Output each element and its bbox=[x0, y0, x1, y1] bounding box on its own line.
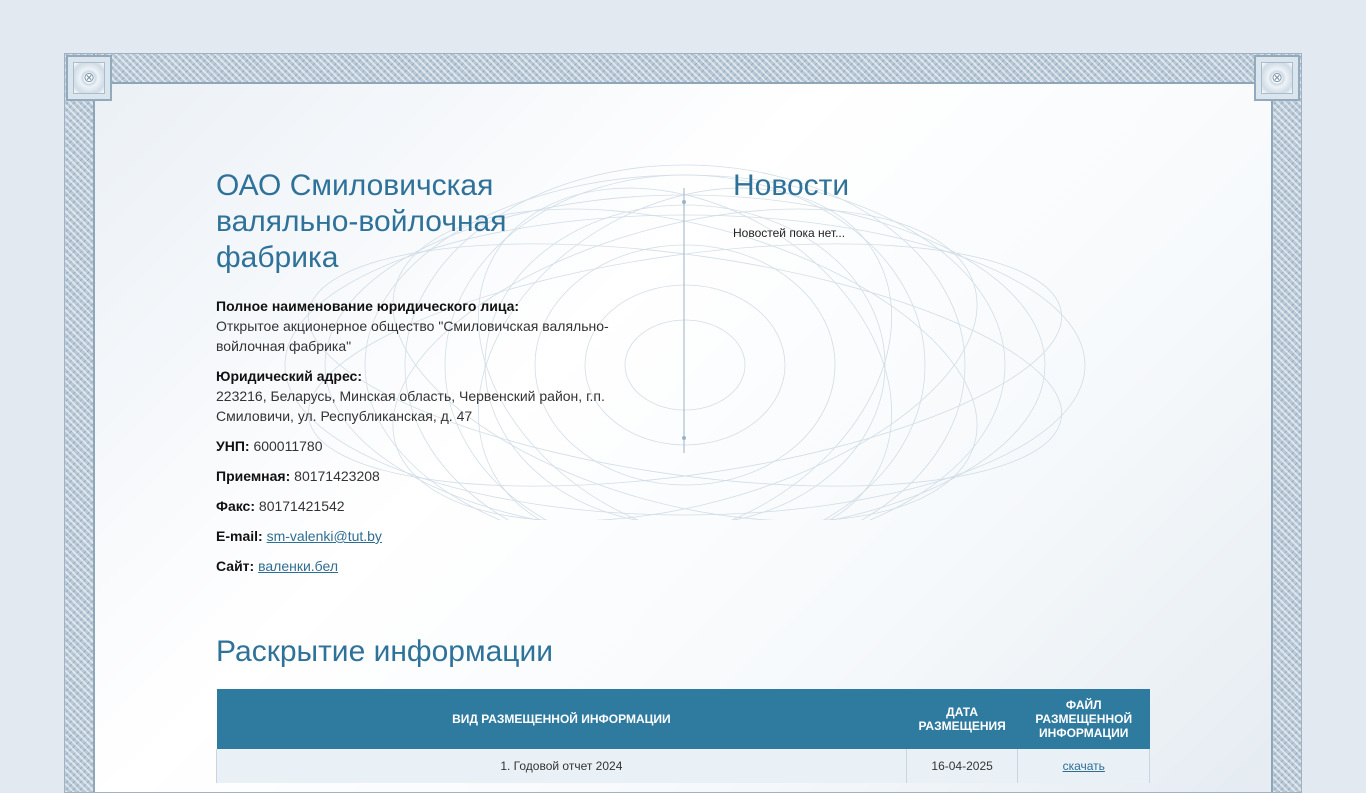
column-header-type: ВИД РАЗМЕЩЕННОЙ ИНФОРМАЦИИ bbox=[217, 689, 907, 749]
address-block bbox=[216, 366, 636, 426]
table-row bbox=[217, 749, 1150, 783]
row-type: 1. Годовой отчет 2024 bbox=[217, 749, 907, 783]
unp-value: 600011780 bbox=[253, 438, 323, 454]
download-link[interactable]: скачать bbox=[1062, 759, 1105, 773]
disclosure-table bbox=[216, 689, 1150, 783]
email-block bbox=[216, 526, 636, 546]
site-label: Сайт: bbox=[216, 558, 255, 574]
table-header-row bbox=[217, 689, 1150, 749]
email-link[interactable]: sm-valenki@tut.by bbox=[266, 528, 382, 544]
site-link[interactable]: валенки.бел bbox=[258, 558, 339, 574]
fax-label: Факс: bbox=[216, 498, 256, 514]
address-label: Юридический адрес: bbox=[216, 368, 362, 384]
fax-number: 80171421542 bbox=[258, 498, 345, 514]
row-date: 16-04-2025 bbox=[906, 749, 1018, 783]
news-title: Новости bbox=[733, 169, 850, 202]
fax-block bbox=[216, 496, 636, 516]
frame-border-right bbox=[1271, 54, 1301, 792]
column-header-file: ФАЙЛ РАЗМЕЩЕННОЙ ИНФОРМАЦИИ bbox=[1018, 689, 1150, 749]
address-value: 223216, Беларусь, Минская область, Червенский район, г.п. Смиловичи, ул. Республиканская, д. 47 bbox=[216, 388, 605, 424]
company-info bbox=[216, 168, 636, 586]
corner-ornament-icon: ⊗ bbox=[1254, 55, 1300, 101]
unp-block bbox=[216, 436, 636, 456]
column-header-date: ДАТА РАЗМЕЩЕНИЯ bbox=[906, 689, 1018, 749]
reception-block bbox=[216, 466, 636, 486]
disclosure-title: Раскрытие информации bbox=[216, 635, 553, 668]
row-file-cell bbox=[1018, 749, 1150, 783]
reception-label: Приемная: bbox=[216, 468, 291, 484]
corner-ornament-icon: ⊗ bbox=[66, 55, 112, 101]
divider-ornament bbox=[682, 188, 686, 453]
unp-label: УНП: bbox=[216, 438, 250, 454]
full-name-value: Открытое акционерное общество "Смиловичская валяльно-войлочная фабрика" bbox=[216, 318, 609, 354]
site-block bbox=[216, 556, 636, 576]
company-title: ОАО Смиловичская валяльно-войлочная фабрика bbox=[216, 169, 507, 274]
email-label: E-mail: bbox=[216, 528, 263, 544]
news-section bbox=[733, 168, 1153, 240]
news-empty-message: Новостей пока нет... bbox=[733, 226, 846, 240]
full-name-block bbox=[216, 296, 636, 356]
full-name-label: Полное наименование юридического лица: bbox=[216, 298, 520, 314]
reception-phone: 80171423208 bbox=[294, 468, 380, 484]
frame-border-top bbox=[65, 54, 1301, 84]
frame-border-left bbox=[65, 54, 95, 792]
